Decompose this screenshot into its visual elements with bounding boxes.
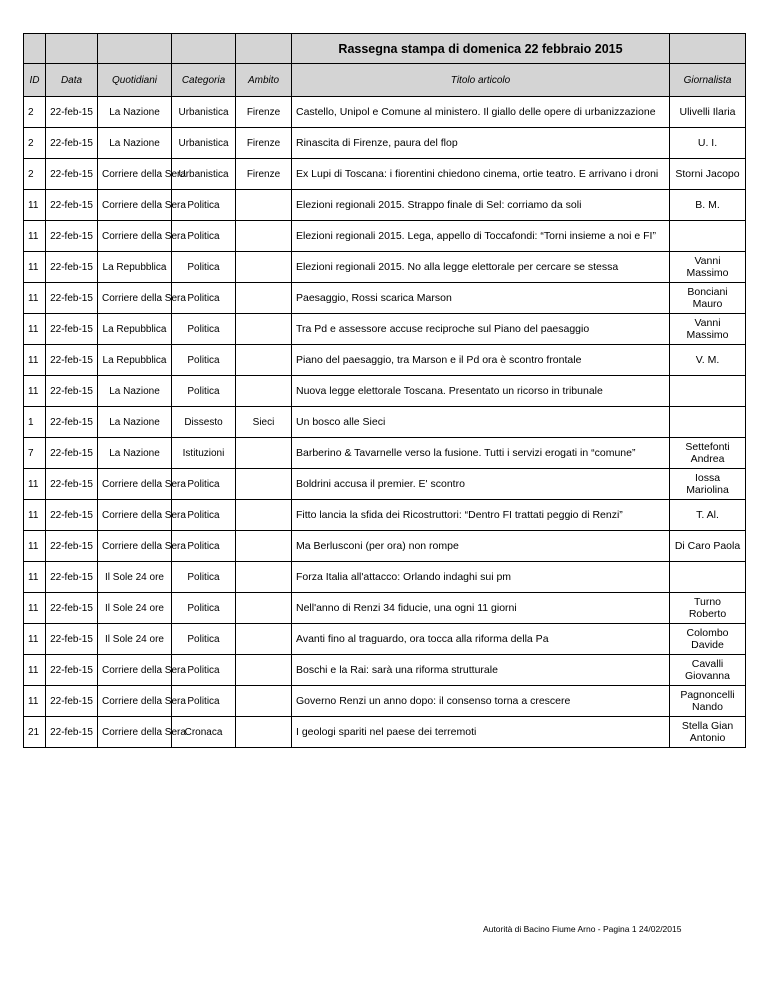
table-body	[24, 97, 746, 748]
cell-id: 11	[24, 655, 46, 686]
cell-article-title: Elezioni regionali 2015. Lega, appello di Toccafondi: “Torni insieme a noi e FI”	[292, 221, 670, 252]
table-row	[24, 97, 746, 128]
cell-category: Istituzioni	[172, 438, 236, 469]
cell-scope	[236, 531, 292, 562]
cell-newspaper: Corriere della Sera	[98, 531, 172, 562]
cell-id: 11	[24, 190, 46, 221]
cell-scope: Sieci	[236, 407, 292, 438]
cell-newspaper: Corriere della Sera	[98, 159, 172, 190]
cell-category: Politica	[172, 562, 236, 593]
cell-article-title: Tra Pd e assessore accuse reciproche sul Piano del paesaggio	[292, 314, 670, 345]
cell-scope	[236, 593, 292, 624]
press-review-table	[23, 33, 746, 748]
cell-id: 2	[24, 97, 46, 128]
cell-newspaper: La Nazione	[98, 407, 172, 438]
cell-date: 22-feb-15	[46, 345, 98, 376]
cell-date: 22-feb-15	[46, 593, 98, 624]
cell-article-title: Un bosco alle Sieci	[292, 407, 670, 438]
table-row	[24, 407, 746, 438]
cell-id: 11	[24, 376, 46, 407]
header-date: Data	[46, 64, 98, 97]
cell-id: 21	[24, 717, 46, 748]
cell-category: Politica	[172, 531, 236, 562]
cell-journalist: Turno Roberto	[670, 593, 746, 624]
table-row	[24, 562, 746, 593]
cell-article-title: Ma Berlusconi (per ora) non rompe	[292, 531, 670, 562]
cell-category: Politica	[172, 593, 236, 624]
cell-scope	[236, 376, 292, 407]
table-row	[24, 128, 746, 159]
cell-article-title: Rinascita di Firenze, paura del flop	[292, 128, 670, 159]
cell-newspaper: Corriere della Sera	[98, 655, 172, 686]
cell-date: 22-feb-15	[46, 438, 98, 469]
banner-cell	[172, 34, 236, 64]
cell-scope	[236, 717, 292, 748]
banner-row	[24, 34, 746, 64]
cell-category: Politica	[172, 500, 236, 531]
cell-journalist: Ulivelli Ilaria	[670, 97, 746, 128]
banner-cell	[670, 34, 746, 64]
cell-category: Politica	[172, 624, 236, 655]
cell-newspaper: Corriere della Sera	[98, 469, 172, 500]
cell-journalist: T. Al.	[670, 500, 746, 531]
cell-newspaper: Corriere della Sera	[98, 283, 172, 314]
cell-category: Politica	[172, 376, 236, 407]
cell-journalist	[670, 376, 746, 407]
cell-category: Politica	[172, 655, 236, 686]
cell-date: 22-feb-15	[46, 314, 98, 345]
cell-id: 11	[24, 314, 46, 345]
cell-category: Urbanistica	[172, 97, 236, 128]
cell-id: 11	[24, 624, 46, 655]
cell-newspaper: Il Sole 24 ore	[98, 562, 172, 593]
cell-scope	[236, 283, 292, 314]
cell-article-title: Piano del paesaggio, tra Marson e il Pd ora è scontro frontale	[292, 345, 670, 376]
cell-id: 11	[24, 593, 46, 624]
cell-article-title: Boldrini accusa il premier. E' scontro	[292, 469, 670, 500]
cell-newspaper: Corriere della Sera	[98, 190, 172, 221]
cell-newspaper: La Nazione	[98, 438, 172, 469]
table-row	[24, 593, 746, 624]
cell-date: 22-feb-15	[46, 655, 98, 686]
cell-article-title: Ex Lupi di Toscana: i fiorentini chiedono cinema, ortie teatro. E arrivano i droni	[292, 159, 670, 190]
cell-article-title: Nell'anno di Renzi 34 fiducie, una ogni 11 giorni	[292, 593, 670, 624]
cell-journalist	[670, 562, 746, 593]
cell-article-title: Fitto lancia la sfida dei Ricostruttori: “Dentro FI trattati peggio di Renzi”	[292, 500, 670, 531]
cell-scope	[236, 221, 292, 252]
cell-date: 22-feb-15	[46, 190, 98, 221]
table-row	[24, 283, 746, 314]
banner-cell	[46, 34, 98, 64]
cell-newspaper: Il Sole 24 ore	[98, 624, 172, 655]
table-row	[24, 345, 746, 376]
cell-id: 2	[24, 159, 46, 190]
cell-category: Politica	[172, 686, 236, 717]
table-row	[24, 221, 746, 252]
cell-date: 22-feb-15	[46, 624, 98, 655]
cell-article-title: Nuova legge elettorale Toscana. Presentato un ricorso in tribunale	[292, 376, 670, 407]
cell-article-title: Paesaggio, Rossi scarica Marson	[292, 283, 670, 314]
header-category: Categoria	[172, 64, 236, 97]
table-row	[24, 686, 746, 717]
cell-date: 22-feb-15	[46, 562, 98, 593]
cell-id: 11	[24, 469, 46, 500]
cell-scope	[236, 190, 292, 221]
cell-newspaper: Corriere della Sera	[98, 686, 172, 717]
cell-category: Dissesto	[172, 407, 236, 438]
cell-date: 22-feb-15	[46, 531, 98, 562]
cell-id: 11	[24, 252, 46, 283]
cell-date: 22-feb-15	[46, 500, 98, 531]
cell-scope: Firenze	[236, 159, 292, 190]
cell-scope	[236, 500, 292, 531]
cell-category: Politica	[172, 252, 236, 283]
table-row	[24, 624, 746, 655]
cell-journalist	[670, 221, 746, 252]
cell-id: 11	[24, 500, 46, 531]
cell-newspaper: Corriere della Sera	[98, 221, 172, 252]
cell-journalist: Bonciani Mauro	[670, 283, 746, 314]
cell-date: 22-feb-15	[46, 717, 98, 748]
cell-article-title: I geologi spariti nel paese dei terremoti	[292, 717, 670, 748]
cell-date: 22-feb-15	[46, 283, 98, 314]
table-row	[24, 500, 746, 531]
table-row	[24, 252, 746, 283]
cell-journalist	[670, 407, 746, 438]
table-row	[24, 469, 746, 500]
cell-id: 11	[24, 562, 46, 593]
cell-date: 22-feb-15	[46, 221, 98, 252]
cell-date: 22-feb-15	[46, 252, 98, 283]
cell-journalist: Vanni Massimo	[670, 314, 746, 345]
cell-id: 1	[24, 407, 46, 438]
cell-journalist: U. I.	[670, 128, 746, 159]
cell-category: Politica	[172, 345, 236, 376]
table-row	[24, 376, 746, 407]
cell-scope: Firenze	[236, 97, 292, 128]
cell-id: 7	[24, 438, 46, 469]
cell-newspaper: Corriere della Sera	[98, 500, 172, 531]
banner-cell	[24, 34, 46, 64]
table-row	[24, 314, 746, 345]
table-row	[24, 717, 746, 748]
cell-category: Politica	[172, 221, 236, 252]
cell-newspaper: Il Sole 24 ore	[98, 593, 172, 624]
cell-id: 11	[24, 686, 46, 717]
cell-article-title: Governo Renzi un anno dopo: il consenso torna a crescere	[292, 686, 670, 717]
cell-journalist: Colombo Davide	[670, 624, 746, 655]
cell-scope	[236, 624, 292, 655]
cell-date: 22-feb-15	[46, 376, 98, 407]
cell-journalist: Iossa Mariolina	[670, 469, 746, 500]
cell-journalist: Di Caro Paola	[670, 531, 746, 562]
header-id: ID	[24, 64, 46, 97]
cell-date: 22-feb-15	[46, 128, 98, 159]
cell-id: 11	[24, 531, 46, 562]
cell-journalist: Vanni Massimo	[670, 252, 746, 283]
cell-date: 22-feb-15	[46, 159, 98, 190]
header-row	[24, 64, 746, 97]
cell-date: 22-feb-15	[46, 686, 98, 717]
cell-journalist: B. M.	[670, 190, 746, 221]
cell-category: Cronaca	[172, 717, 236, 748]
cell-newspaper: La Nazione	[98, 128, 172, 159]
cell-journalist: Stella Gian Antonio	[670, 717, 746, 748]
cell-scope	[236, 438, 292, 469]
cell-newspaper: La Nazione	[98, 97, 172, 128]
header-journalist: Giornalista	[670, 64, 746, 97]
cell-category: Urbanistica	[172, 159, 236, 190]
cell-id: 11	[24, 283, 46, 314]
banner-cell	[98, 34, 172, 64]
cell-category: Urbanistica	[172, 128, 236, 159]
cell-journalist: Cavalli Giovanna	[670, 655, 746, 686]
cell-newspaper: La Nazione	[98, 376, 172, 407]
cell-article-title: Castello, Unipol e Comune al ministero. Il giallo delle opere di urbanizzazione	[292, 97, 670, 128]
cell-newspaper: La Repubblica	[98, 345, 172, 376]
cell-category: Politica	[172, 190, 236, 221]
cell-journalist: Pagnoncelli Nando	[670, 686, 746, 717]
cell-article-title: Forza Italia all'attacco: Orlando indaghi sui pm	[292, 562, 670, 593]
cell-date: 22-feb-15	[46, 469, 98, 500]
cell-article-title: Boschi e la Rai: sarà una riforma strutturale	[292, 655, 670, 686]
table-row	[24, 655, 746, 686]
table-row	[24, 159, 746, 190]
cell-newspaper: La Repubblica	[98, 252, 172, 283]
cell-category: Politica	[172, 314, 236, 345]
cell-article-title: Elezioni regionali 2015. No alla legge elettorale per cercare se stessa	[292, 252, 670, 283]
cell-journalist: Storni Jacopo	[670, 159, 746, 190]
cell-scope	[236, 314, 292, 345]
cell-id: 11	[24, 345, 46, 376]
cell-id: 2	[24, 128, 46, 159]
cell-category: Politica	[172, 469, 236, 500]
cell-journalist: V. M.	[670, 345, 746, 376]
table-row	[24, 190, 746, 221]
cell-newspaper: La Repubblica	[98, 314, 172, 345]
page-title: Rassegna stampa di domenica 22 febbraio 2015	[292, 34, 670, 64]
header-scope: Ambito	[236, 64, 292, 97]
cell-date: 22-feb-15	[46, 97, 98, 128]
cell-scope	[236, 686, 292, 717]
table-row	[24, 531, 746, 562]
table-row	[24, 438, 746, 469]
cell-scope	[236, 469, 292, 500]
cell-article-title: Barberino & Tavarnelle verso la fusione. Tutti i servizi erogati in “comune”	[292, 438, 670, 469]
banner-cell	[236, 34, 292, 64]
cell-id: 11	[24, 221, 46, 252]
cell-journalist: Settefonti Andrea	[670, 438, 746, 469]
cell-newspaper: Corriere della Sera	[98, 717, 172, 748]
header-article-title: Titolo articolo	[292, 64, 670, 97]
cell-scope: Firenze	[236, 128, 292, 159]
cell-article-title: Avanti fino al traguardo, ora tocca alla riforma della Pa	[292, 624, 670, 655]
page-footer: Autorità di Bacino Fiume Arno - Pagina 1 24/02/2015	[483, 924, 682, 934]
header-newspaper: Quotidiani	[98, 64, 172, 97]
cell-scope	[236, 562, 292, 593]
cell-article-title: Elezioni regionali 2015. Strappo finale di Sel: corriamo da soli	[292, 190, 670, 221]
cell-category: Politica	[172, 283, 236, 314]
cell-date: 22-feb-15	[46, 407, 98, 438]
cell-scope	[236, 252, 292, 283]
cell-scope	[236, 345, 292, 376]
cell-scope	[236, 655, 292, 686]
